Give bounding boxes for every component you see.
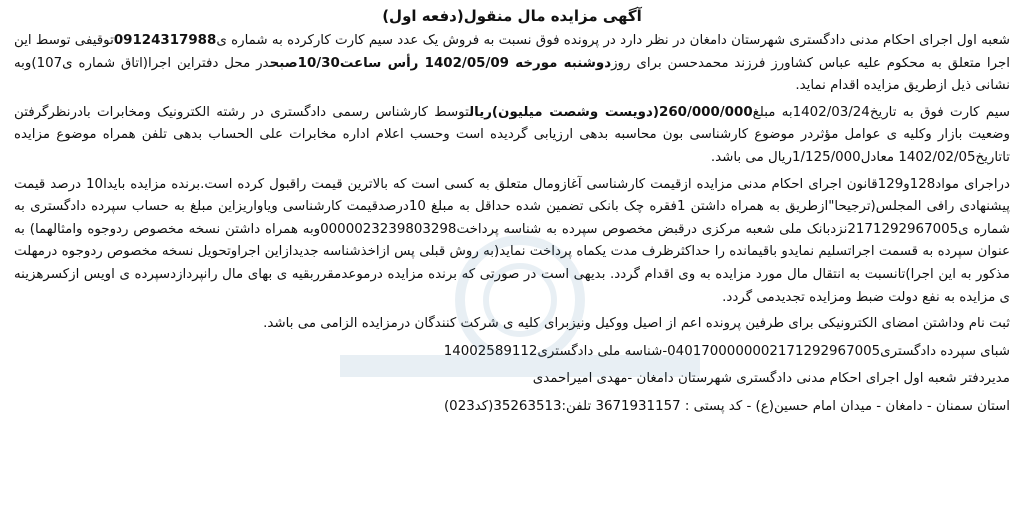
paragraph-intro: شعبه اول اجرای احکام مدنی دادگستری شهرستان دامغان در نظر دارد در پرونده فوق نسبت به فروش یک عدد سیم کارت کارکرده به شماره ی09124317988توقیفی توسط این اجرا متعلق به محکوم علیه عباس کشاورز فرزند محمدحسن برای روزدوشنبه مورخه 1402/05/09 رأس ساعت10/30صبحدر محل دفتراین اجرا(اتاق شماره ی107)وبه نشانی ذیل ازطریق مزایده اقدام نماید. bbox=[14, 33, 1010, 94]
auction-date-time: دوشنبه مورخه 1402/05/09 رأس ساعت10/30صبح bbox=[269, 55, 612, 71]
appraised-value: 260/000/000(دویست وشصت میلیون)ریال bbox=[469, 104, 753, 120]
notice-title: آگهی مزایده مال منقول(دفعه اول) bbox=[382, 7, 642, 25]
sheba-line: شبای سپرده دادگستری0401700000002171292967005-شناسه ملی دادگستری14002589112 bbox=[443, 343, 1010, 359]
paragraph-valuation: سیم کارت فوق به تاریخ1402/03/24به مبلغ260/000/000(دویست وشصت میلیون)ریالتوسط کارشناس رسمی دادگستری در رشته الکترونیک ومخابرات بادرنظرگرفتن وضعیت بازار وکلیه ی عوامل مؤثردر موضوع کارشناسی بون محاسبه بدهی ارزیابی گردیده است وحسب اعلام اداره مخابرات علی الحساب بدهی تلفن همراه موضوع مزایده تاتاریخ1402/02/05 معادل1/125/000ریال می باشد. bbox=[14, 104, 1011, 165]
sim-number: 09124317988 bbox=[113, 33, 217, 48]
paragraph-terms: دراجرای مواد128و129قانون اجرای احکام مدنی مزایده ازقیمت کارشناسی آغازومال متعلق به کسی است که بالاترین قیمت راقبول کرده است.برنده مزایده بایدا10 درصد قیمت پیشنهادی رافی المجلس(ترجیحا"ازطریق به همراه داشتن 1فقره چک بانکی تضمین شده حداقل به مبلغ 10درصدقیمت کارشناسی ویاواریزاین مبلغ به حساب سپرده دادگستری به شماره ی2171292967005نزدبانک ملی شعبه مرکزی درقبض مخصوص سپرده به شناسه پرداخت0000023239803298وبه همراه داشتن نسخه مخصوص ردوجوه وامثالهما) به عنوان سپرده به قسمت اجراتسلیم نمایدو باقیمانده را حداکثرظرف مدت یکماه پرداخت نماید(به روش قبلی پس ازاخذشناسه جدیدازاین اجراوتحویل نسخه مخصوص ردوجوه درمهلت مذکور به این اجرا)تانسبت به انتقال مال مورد مزایده به وی اقدام گردد. بدیهی است در صورتی که برنده مزایده درموعدمقرربقیه ی بهای مال رانپردازدسپرده ی اویس ازکسرهزینه ی مزایده به نفع دولت ضبط ومزایده تجدیدمی گردد. bbox=[14, 176, 1010, 305]
address-line: استان سمنان - دامغان - میدان امام حسین(ع) - کد پستی : 3671931157 تلفن:35263513(کد023) bbox=[443, 398, 1010, 414]
paragraph-registration: ثبت نام وداشتن امضای الکترونیکی برای طرفین پرونده اعم از اصیل ووکیل ونیزبرای کلیه ی شرکت کنندگان درمزایده الزامی می باشد. bbox=[263, 316, 1010, 332]
manager-line: مدیردفتر شعبه اول اجرای احکام مدنی دادگستری شهرستان دامغان -مهدی امیراحمدی bbox=[532, 371, 1010, 387]
